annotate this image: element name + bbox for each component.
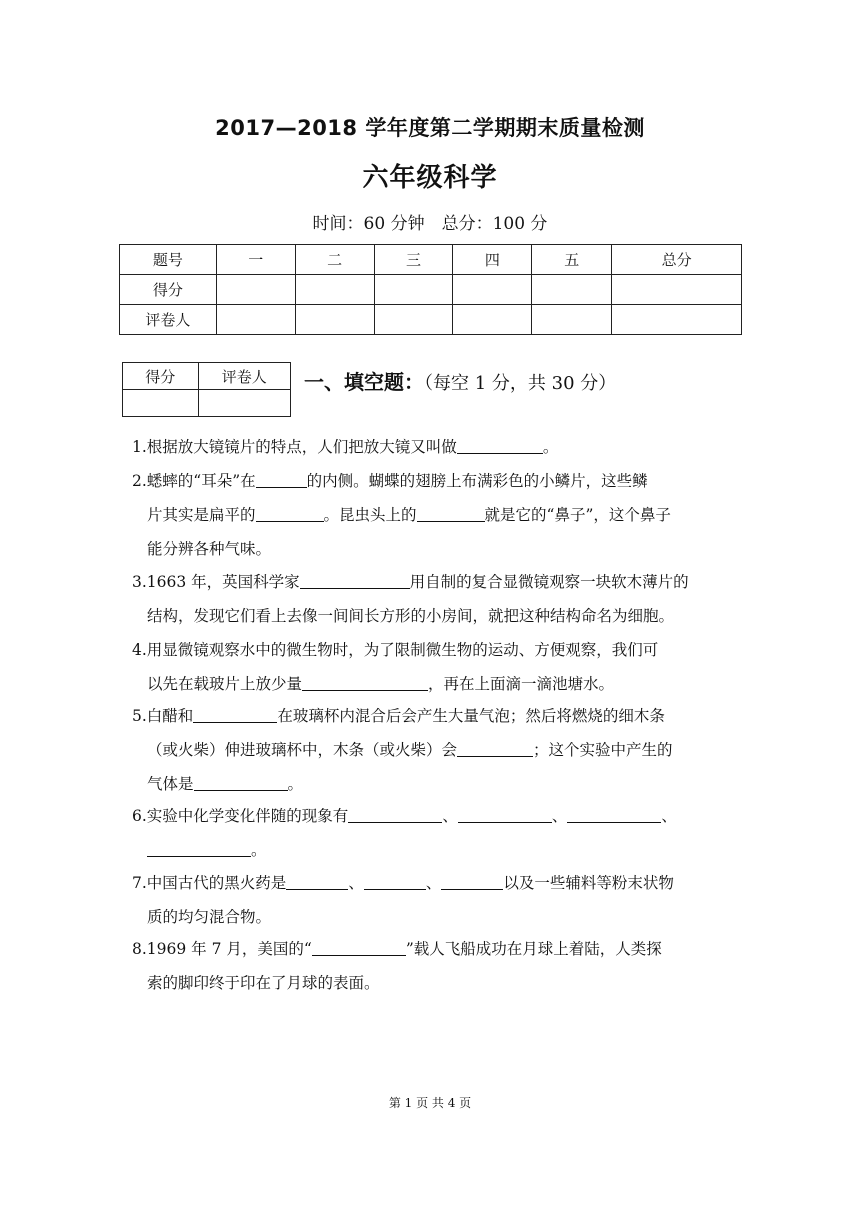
question-text: 片其实是扁平的 — [147, 506, 256, 524]
section-grader-label: 评卷人 — [198, 363, 290, 390]
question-text: 实验中化学变化伴随的现象有 — [146, 807, 349, 825]
question-text: 1969 年 7 月，美国的“ — [146, 940, 312, 958]
question-number: 7. — [132, 874, 147, 892]
question-1 — [132, 430, 732, 464]
score-table-header-cell: 三 — [374, 245, 453, 275]
section-heading — [304, 366, 616, 395]
score-row-label: 得分 — [120, 275, 217, 305]
question-text: 。昆虫头上的 — [323, 506, 417, 524]
question-3 — [132, 565, 732, 633]
answer-blank[interactable] — [256, 503, 324, 522]
question-separator: 、 — [442, 807, 458, 825]
answer-blank[interactable] — [312, 937, 406, 956]
answer-blank[interactable] — [300, 570, 410, 589]
question-text: 。 — [251, 841, 267, 859]
question-number: 2. — [132, 472, 147, 490]
exam-time-info: 时间：60 分钟 总分：100 分 — [312, 214, 548, 234]
grader-cell[interactable] — [532, 305, 612, 335]
question-text: 就是它的“鼻子”，这个鼻子 — [484, 506, 671, 524]
score-table-header-cell: 总分 — [612, 245, 742, 275]
answer-blank[interactable] — [441, 871, 503, 890]
score-table-header-cell: 四 — [453, 245, 532, 275]
score-table-row — [120, 305, 742, 335]
exam-subtitle: 六年级科学 — [362, 163, 498, 193]
question-number: 5. — [132, 707, 147, 725]
question-number: 8. — [132, 940, 147, 958]
score-table-row — [120, 275, 742, 305]
question-text: 在玻璃杯内混合后会产生大量气泡；然后将燃烧的细木条 — [277, 707, 665, 725]
score-table — [119, 244, 742, 335]
question-text: ；这个实验中产生的 — [533, 741, 673, 759]
score-cell[interactable] — [532, 275, 612, 305]
question-8 — [132, 932, 732, 1000]
score-table-header-row — [120, 245, 742, 275]
grader-cell[interactable] — [295, 305, 374, 335]
section-grader-box — [122, 362, 291, 417]
answer-blank[interactable] — [364, 871, 426, 890]
question-text: 1663 年，英国科学家 — [146, 573, 300, 591]
answer-blank[interactable] — [193, 704, 277, 723]
section-score-label: 得分 — [123, 363, 199, 390]
question-text: ”载人飞船成功在月球上着陆，人类探 — [405, 940, 662, 958]
answer-blank[interactable] — [458, 804, 552, 823]
question-separator: 、 — [348, 874, 364, 892]
score-table-header-cell: 二 — [295, 245, 374, 275]
question-text: 用自制的复合显微镜观察一块软木薄片的 — [409, 573, 689, 591]
score-cell[interactable] — [374, 275, 453, 305]
question-separator: 、 — [425, 874, 442, 892]
score-cell[interactable] — [612, 275, 742, 305]
question-text: （或火柴）伸进玻璃杯中，木条（或火柴）会 — [147, 741, 458, 759]
answer-blank[interactable] — [457, 435, 543, 454]
question-text: 结构，发现它们看上去像一间间长方形的小房间，就把这种结构命名为细胞。 — [147, 607, 675, 625]
answer-blank[interactable] — [286, 871, 348, 890]
answer-blank[interactable] — [457, 738, 533, 757]
answer-blank[interactable] — [256, 469, 307, 488]
question-number: 1. — [132, 438, 147, 456]
score-table-header-cell: 五 — [532, 245, 612, 275]
answer-blank[interactable] — [194, 772, 288, 791]
question-6 — [132, 799, 732, 867]
question-number: 4. — [132, 641, 147, 659]
answer-blank[interactable] — [302, 672, 428, 691]
score-cell[interactable] — [295, 275, 374, 305]
score-table-header-cell: 题号 — [120, 245, 217, 275]
grader-cell[interactable] — [612, 305, 742, 335]
question-text: 以及一些辅料等粉末状物 — [503, 874, 674, 892]
question-text: 蟋蟀的“耳朵”在 — [146, 472, 256, 490]
question-5 — [132, 699, 732, 801]
grader-cell[interactable] — [216, 305, 295, 335]
question-4 — [132, 633, 732, 701]
grader-row-label: 评卷人 — [120, 305, 217, 335]
question-text: 索的脚印终于印在了月球的表面。 — [147, 974, 380, 992]
question-text: 气体是 — [147, 775, 194, 793]
question-text: 。 — [542, 438, 559, 456]
exam-title: 2017—2018 学年度第二学期期末质量检测 — [215, 116, 645, 140]
question-text: 以先在载玻片上放少量 — [147, 675, 303, 693]
grader-cell[interactable] — [453, 305, 532, 335]
answer-blank[interactable] — [417, 503, 485, 522]
question-2 — [132, 464, 732, 566]
score-table-header-cell: 一 — [216, 245, 295, 275]
section-grader-cell[interactable] — [198, 390, 290, 417]
question-text: 质的均匀混合物。 — [147, 908, 272, 926]
question-text: 中国古代的黑火药是 — [146, 874, 287, 892]
question-text: 根据放大镜镜片的特点，人们把放大镜又叫做 — [146, 438, 457, 456]
question-separator: 、 — [661, 807, 677, 825]
section-score-cell[interactable] — [123, 390, 199, 417]
question-text: 的内侧。蝴蝶的翅膀上布满彩色的小鳞片，这些鳞 — [306, 472, 648, 490]
score-cell[interactable] — [216, 275, 295, 305]
answer-blank[interactable] — [348, 804, 442, 823]
score-cell[interactable] — [453, 275, 532, 305]
section-note: （每空 1 分，共 30 分） — [424, 373, 617, 394]
answer-blank[interactable] — [567, 804, 661, 823]
question-text: 能分辨各种气味。 — [147, 540, 272, 558]
question-7 — [132, 866, 732, 934]
answer-blank[interactable] — [147, 838, 251, 857]
question-text: 。 — [287, 775, 304, 793]
question-text: 白醋和 — [146, 707, 194, 725]
question-number: 6. — [132, 807, 147, 825]
page-footer: 第 1 页 共 4 页 — [388, 1096, 472, 1110]
grader-cell[interactable] — [374, 305, 453, 335]
question-text: 用显微镜观察水中的微生物时，为了限制微生物的运动、方便观察，我们可 — [146, 641, 659, 659]
section-title: 一、填空题： — [304, 370, 424, 394]
question-number: 3. — [132, 573, 147, 591]
question-separator: 、 — [551, 807, 568, 825]
question-text: ，再在上面滴一滴池塘水。 — [428, 675, 615, 693]
